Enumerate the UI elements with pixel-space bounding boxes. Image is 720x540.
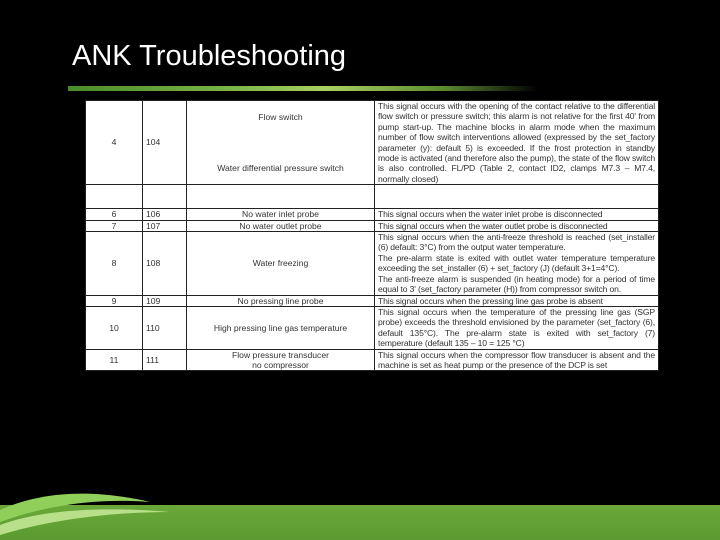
alarm-code: 111 — [143, 349, 187, 371]
table-row-empty — [86, 185, 659, 209]
alarm-name — [187, 101, 375, 185]
alarm-code: 110 — [143, 306, 187, 349]
troubleshooting-table — [85, 100, 659, 371]
table-row — [86, 232, 659, 295]
alarm-number: 4 — [86, 101, 143, 185]
slide-title: ANK Troubleshooting — [72, 40, 347, 72]
alarm-code: 108 — [143, 232, 187, 295]
table-row — [86, 349, 659, 371]
swoosh-logo-decoration — [0, 484, 200, 540]
alarm-name-a: Flow switch — [258, 112, 303, 123]
table-row — [86, 306, 659, 349]
title-underline — [68, 86, 538, 91]
alarm-code: 107 — [143, 220, 187, 231]
table-row — [86, 295, 659, 306]
alarm-description: This signal occurs when the water outlet probe is disconnected — [375, 220, 659, 231]
alarm-code: 109 — [143, 295, 187, 306]
table-row — [86, 220, 659, 231]
alarm-number: 7 — [86, 220, 143, 231]
alarm-number: 10 — [86, 306, 143, 349]
alarm-number: 8 — [86, 232, 143, 295]
alarm-name: No water inlet probe — [187, 209, 375, 220]
alarm-name: No pressing line probe — [187, 295, 375, 306]
table-row — [86, 209, 659, 220]
alarm-number: 9 — [86, 295, 143, 306]
alarm-name-b: Water differential pressure switch — [217, 162, 344, 173]
table-row — [86, 101, 659, 185]
alarm-description: This signal occurs when the compressor flow transducer is absent and the machine is set as heat pump or the presence of the DCP is set — [375, 349, 659, 371]
alarm-description: This signal occurs when the pressing line gas probe is absent — [375, 295, 659, 306]
alarm-code: 106 — [143, 209, 187, 220]
alarm-name: No water outlet probe — [187, 220, 375, 231]
alarm-name: High pressing line gas temperature — [187, 306, 375, 349]
description-part: The anti-freeze alarm is suspended (in heating mode) for a period of time equal to 3' (set_factory parameter (H)) from compressor switch on. — [378, 273, 655, 295]
alarm-name: Water freezing — [187, 232, 375, 295]
alarm-description: This signal occurs when the temperature of the pressing line gas (SGP probe) exceeds the threshold envisioned by the parameter (set_factory (6), default 135°C). The pre-alarm state is exited with set_factory (7) temperature (default 135 – 10 = 125 °C) — [375, 306, 659, 349]
alarm-code: 104 — [143, 101, 187, 185]
description-part: This signal occurs when the anti-freeze threshold is reached (set_installer (6) default: 3°C) from the output water temperature. — [378, 232, 655, 253]
description-part: The pre-alarm state is exited with outlet water temperature temperature exceeding the set_installer (6) + set_factory (J) (default 3+1=4°C). — [378, 252, 655, 274]
alarm-name-b: no compressor — [252, 359, 309, 370]
alarm-description: This signal occurs when the water inlet probe is disconnected — [375, 209, 659, 220]
alarm-number: 6 — [86, 209, 143, 220]
alarm-description: This signal occurs with the opening of the contact relative to the differential flow switch or pressure switch; this alarm is not relative for the first 40' from pump start-up. The machine blocks in alarm mode when the maximum number of flow switch interventions allowed (expressed by the set_factory parameter (y): default 5) is exceeded. If the frost protection in standby mode is activated (and therefore also the pump), the state of the flow switch is also controlled. FL/PD (Table 2, contact ID2, clamps M7.3 – M7.4, normally closed) — [375, 101, 659, 185]
alarm-name-a: Flow pressure transducer — [232, 349, 329, 360]
alarm-name — [187, 349, 375, 371]
alarm-description — [375, 232, 659, 295]
alarm-number: 11 — [86, 349, 143, 371]
